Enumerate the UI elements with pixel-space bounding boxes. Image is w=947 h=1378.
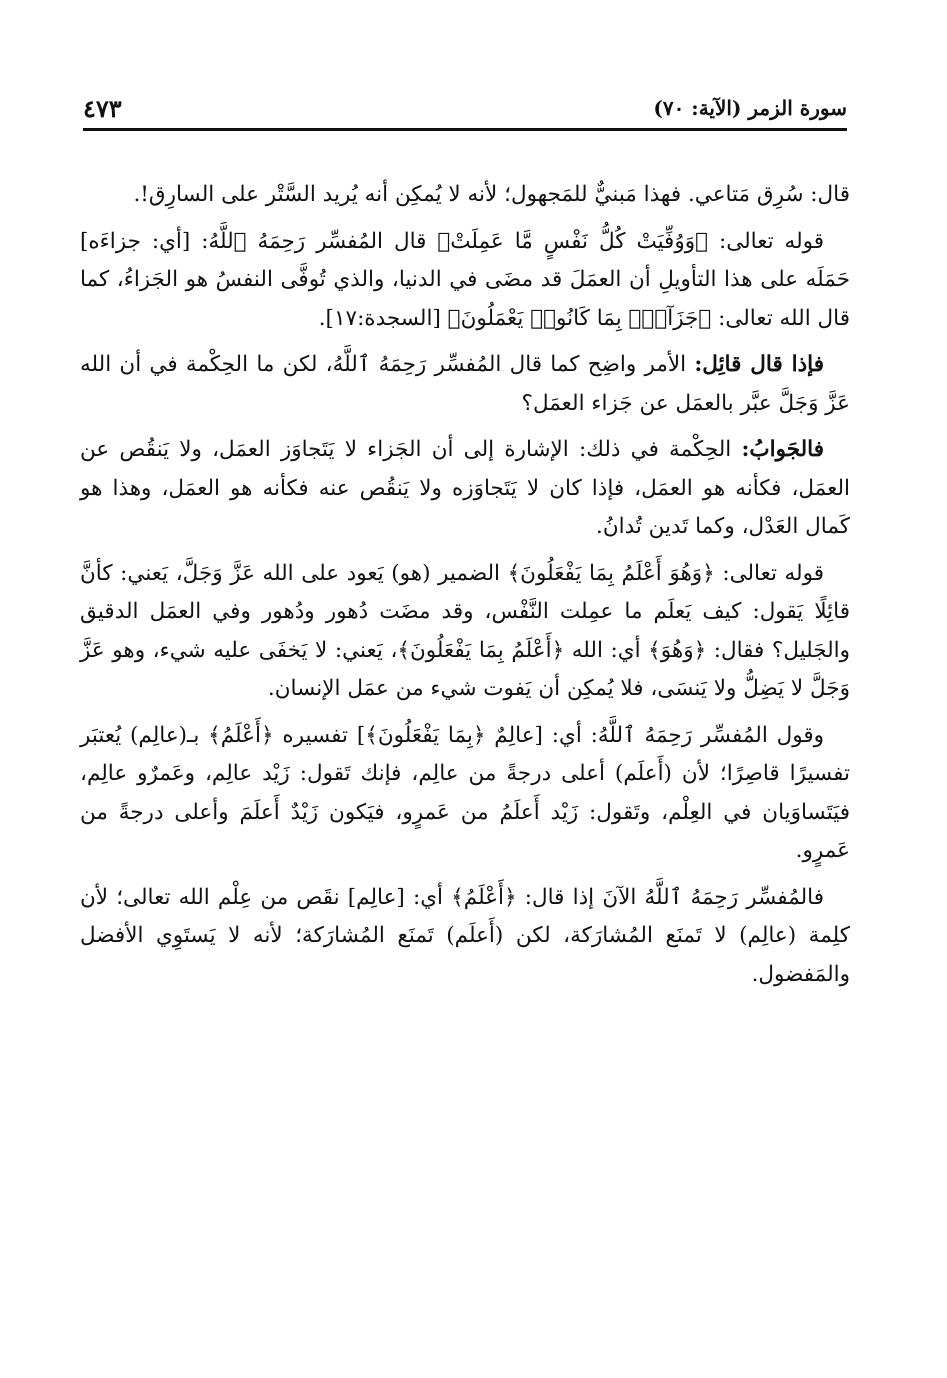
- paragraph-text: الحِكْمة في ذلك: الإشارة إلى أن الجَزاء لا يَتَجاوَز العمَل، ولا يَنقُص عن العمَل، فكأنه هو العمَل، فإذا كان لا يَتَجاوَزه ولا يَنقُص عنه فكأنه هو العمَل، وهذا هو كَمال العَدْل، وكما تَدين تُدانُ.: [80, 437, 850, 539]
- paragraph-lead: فالجَوابُ:: [741, 437, 824, 462]
- body-text: [80, 176, 850, 1002]
- paragraph: [80, 176, 850, 215]
- running-title: سورة الزمر (الآية: ٧٠): [653, 96, 847, 120]
- paragraph: [80, 223, 850, 339]
- paragraph: [80, 717, 850, 871]
- page-number: ٤٧٣: [83, 94, 122, 123]
- paragraph-text: الأمر واضِح كما قال المُفسِّر رَحِمَهُ ٱللَّهُ، لكن ما الحِكْمة في أن الله عَزَّ وَجَلَّ عبَّر بالعمَل عن جَزاء العمَل؟: [80, 352, 850, 416]
- paragraph-text: فالمُفسِّر رَحِمَهُ ٱللَّهُ الآنَ إذا قال: ﴿أَعْلَمُ﴾ أي: [عالِم] نقَص من عِلْم الله تعالى؛ لأن كلِمة (عالِم) لا تَمنَع المُشارَكة، لكن (أَعلَم) تَمنَع المُشارَكة؛ لأنه لا يَستَوِي الأفضل والمَفضول.: [80, 884, 850, 987]
- paragraph: [80, 346, 850, 423]
- paragraph-text: قوله تعالى: ﴿وَوُفِّيَتْ كُلُّ نَفْسٍ مَّا عَمِلَتْ﴾ قال المُفسِّر رَحِمَهُ ٱللَّهُ: [أي: جزاءَه] حَمَلَه على هذا التأويلِ أن العمَلَ قد مضَى في الدنيا، والذي تُوفَّى النفسُ هو الجَزاءُ، كما قال الله تعالى: ﴿جَزَآءًۢ بِمَا كَانُوا۟ يَعْمَلُونَ﴾ [السجدة:١٧].: [80, 228, 850, 331]
- paragraph-text: وقول المُفسِّر رَحِمَهُ ٱللَّهُ: أي: [عالِمٌ ﴿بِمَا يَفْعَلُونَ﴾] تفسيره ﴿أَعْلَمُ﴾ بـ(عالِم) يُعتبَر تفسيرًا قاصِرًا؛ لأن (أَعلَم) أعلى درجةً من عالِم، فإنك تَقول: زَيْد عالِم، وعَمرٌو عالِم، فيَتَساوَيان في العِلْم، وتَقول: زَيْد أَعلَمُ من عَمرٍو، فيَكون زَيْدٌ أَعلَمَ وأعلى درجةً من عَمرٍو.: [80, 722, 850, 863]
- page-header: [83, 92, 847, 132]
- paragraph-text: قال: سُرِق مَتاعي. فهذا مَبنيٌّ للمَجهول؛ لأنه لا يُمكِن أنه يُريد السَّتْر على السارِق!.: [133, 182, 850, 207]
- paragraph-lead: فإذا قال قائِل:: [694, 352, 824, 377]
- paragraph: [80, 879, 850, 995]
- paragraph-text: قوله تعالى: ﴿وَهُوَ أَعْلَمُ بِمَا يَفْعَلُونَ﴾ الضمير (هو) يَعود على الله عَزَّ وَجَلَّ، يَعني: كأنَّ قائِلًا يَقول: كيف يَعلَم ما عمِلت النَّفْس، وقد مضَت دُهور ودُهور وفي العمَل الدقيق والجَليل؟ فقال: ﴿وَهُوَ﴾ أي: الله ﴿أَعْلَمُ بِمَا يَفْعَلُونَ﴾، يَعني: لا يَخفَى عليه شيء، وهو عَزَّ وَجَلَّ لا يَضِلُّ ولا يَنسَى، فلا يُمكِن أن يَفوت شيء من عمَل الإنسان.: [80, 560, 850, 701]
- paragraph: [80, 555, 850, 709]
- header-rule: [83, 128, 847, 131]
- paragraph: [80, 431, 850, 547]
